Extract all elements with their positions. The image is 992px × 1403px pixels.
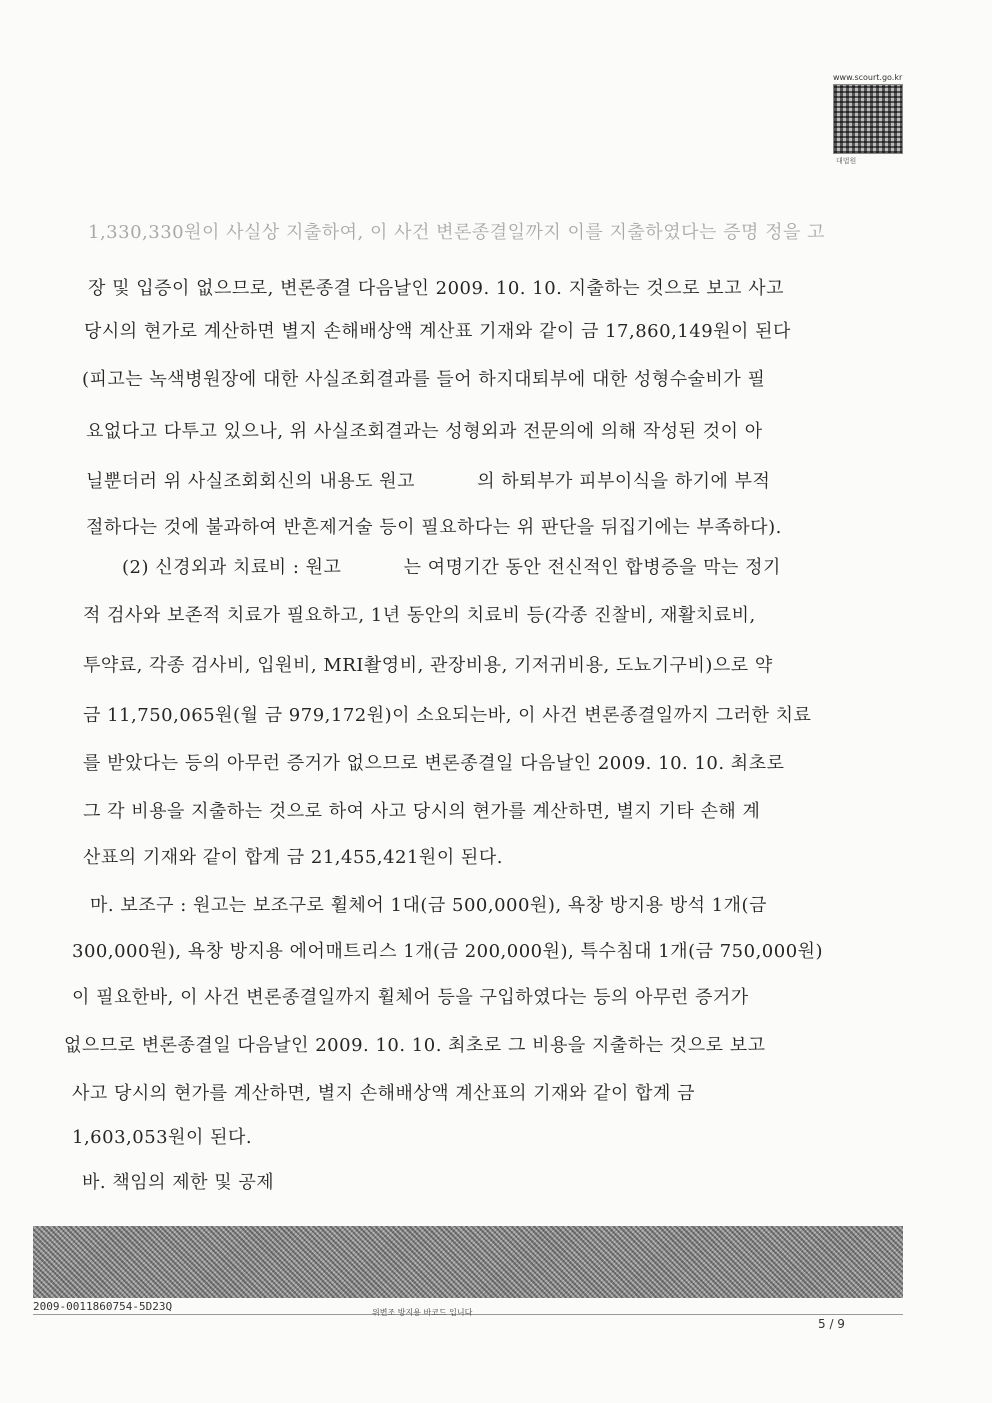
qr-code [833, 84, 903, 154]
body-line: (2) 신경외과 치료비 : 원고 는 여명기간 동안 전신적인 합병증을 막는 정기 [122, 557, 781, 578]
body-line: 닐뿐더러 위 사실조회회신의 내용도 원고 의 하퇴부가 피부이식을 하기에 부적 [86, 471, 771, 492]
barcode-note: 위변조 방지용 바코드 입니다 [372, 1308, 473, 1317]
body-line: 없으므로 변론종결일 다음날인 2009. 10. 10. 최초로 그 비용을 지출하는 것으로 보고 [64, 1035, 766, 1056]
body-line: 1,330,330원이 사실상 지출하여, 이 사건 변론종결일까지 이를 지출하였다는 증명 정을 고 [88, 222, 825, 243]
body-line: 를 받았다는 등의 아무런 증거가 없으므로 변론종결일 다음날인 2009. 10. 10. 최초로 [83, 753, 785, 774]
body-line: 마. 보조구 : 원고는 보조구로 휠체어 1대(금 500,000원), 욕창 방지용 방석 1개(금 [90, 895, 767, 916]
body-line: 당시의 현가로 계산하면 별지 손해배상액 계산표 기재와 같이 금 17,860,149원이 된다 [84, 321, 791, 342]
body-line: 요없다고 다투고 있으나, 위 사실조회결과는 성형외과 전문의에 의해 작성된 것이 아 [86, 421, 763, 442]
body-line: 1,603,053원이 된다. [72, 1127, 253, 1148]
body-line: 사고 당시의 현가를 계산하면, 별지 손해배상액 계산표의 기재와 같이 합계 금 [72, 1083, 695, 1104]
court-url: www.scourt.go.kr [833, 73, 903, 82]
body-line: 이 필요한바, 이 사건 변론종결일까지 휠체어 등을 구입하였다는 등의 아무런 증거가 [72, 987, 749, 1008]
body-line: 투약료, 각종 검사비, 입원비, MRI촬영비, 관장비용, 기저귀비용, 도뇨기구비)으로 약 [83, 655, 773, 676]
body-line: 금 11,750,065원(월 금 979,172원)이 소요되는바, 이 사건 변론종결일까지 그러한 치료 [83, 705, 812, 726]
document-id: 2009-0011860754-5D23Q [33, 1300, 173, 1313]
body-line: 300,000원), 욕창 방지용 에어매트리스 1개(금 200,000원), 특수침대 1개(금 750,000원) [72, 941, 824, 962]
section-heading: 바. 책임의 제한 및 공제 [82, 1172, 275, 1193]
body-line: 절하다는 것에 불과하여 반흔제거술 등이 필요하다는 위 판단을 뒤집기에는 부족하다). [86, 517, 782, 538]
qr-caption: 대법원 [836, 157, 857, 165]
body-line: 적 검사와 보존적 치료가 필요하고, 1년 동안의 치료비 등(각종 진찰비, 재활치료비, [83, 605, 756, 626]
body-line: (피고는 녹색병원장에 대한 사실조회결과를 들어 하지대퇴부에 대한 성형수술비가 필 [82, 369, 766, 390]
body-line: 그 각 비용을 지출하는 것으로 하여 사고 당시의 현가를 계산하면, 별지 기타 손해 계 [83, 801, 761, 822]
page-number: 5 / 9 [818, 1317, 845, 1331]
anti-forgery-barcode [33, 1226, 903, 1298]
body-line: 장 및 입증이 없으므로, 변론종결 다음날인 2009. 10. 10. 지출하는 것으로 보고 사고 [88, 278, 785, 299]
body-line: 산표의 기재와 같이 합계 금 21,455,421원이 된다. [83, 847, 503, 868]
